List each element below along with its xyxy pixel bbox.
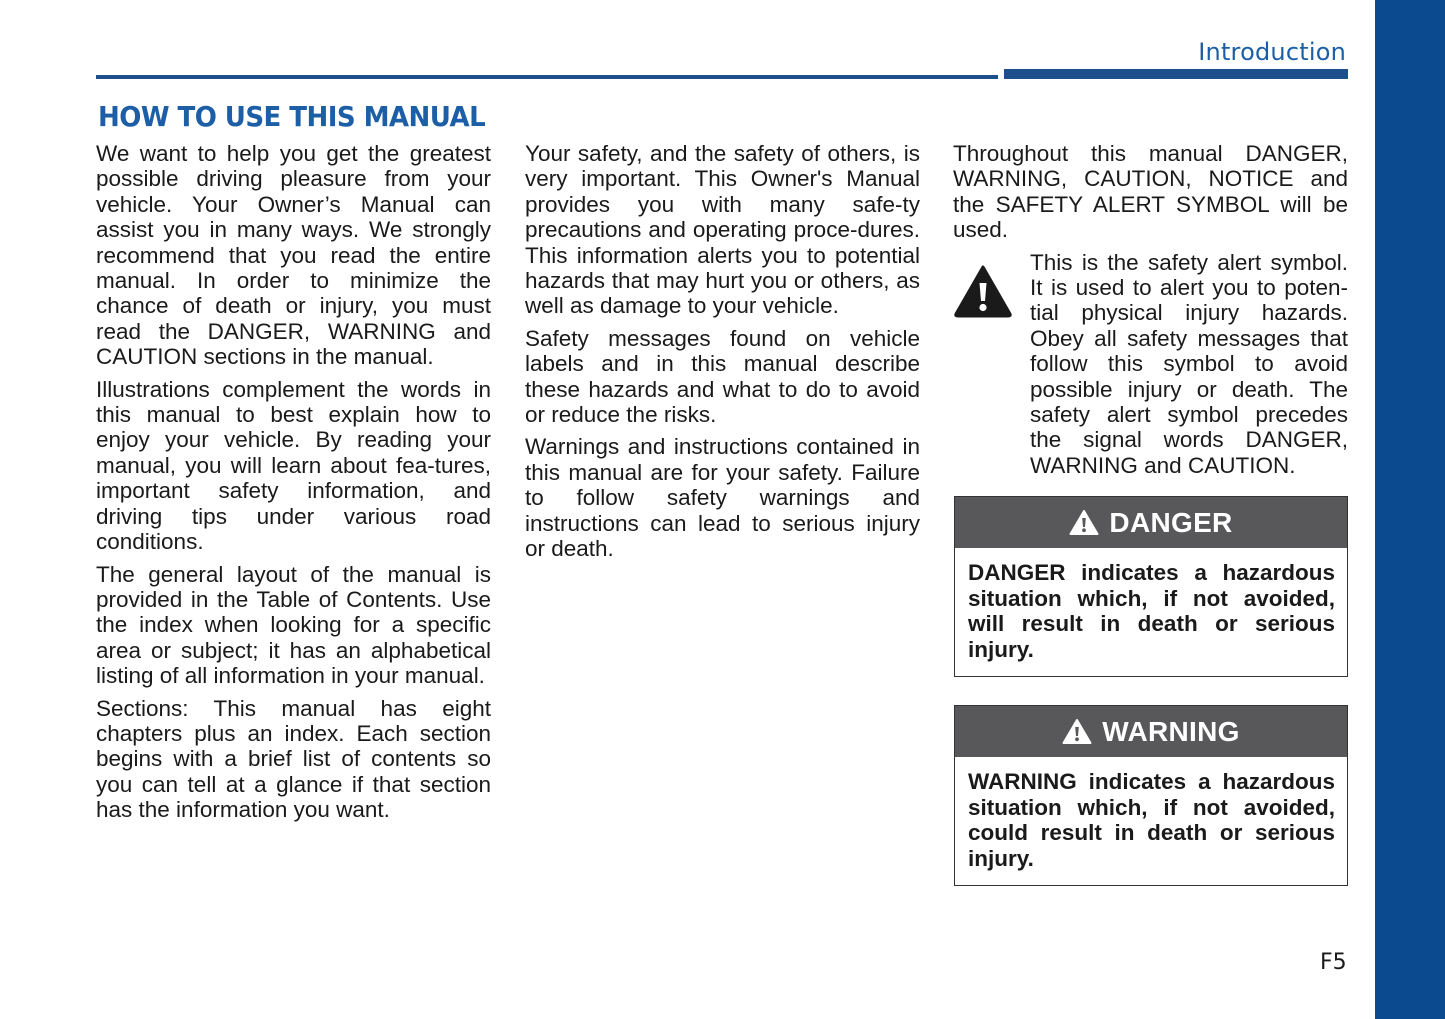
paragraph: Throughout this manual DANGER, WARNING, CAUTION, NOTICE and the SAFETY ALERT SYMBOL will be used.	[953, 141, 1348, 243]
warning-notice-header	[955, 706, 1347, 757]
text-column-1	[96, 141, 491, 830]
danger-notice	[954, 496, 1348, 677]
safety-alert-icon	[953, 264, 1013, 318]
header-rule-accent	[1004, 69, 1348, 79]
header-rule	[96, 75, 998, 79]
paragraph: Warnings and instructions contained in this manual are for your safety. Failure to follow safety warnings and instructions can lead to serious injury or death.	[525, 434, 920, 562]
paragraph: Illustrations complement the words in this manual to best explain how to enjoy your vehicle. By reading your manual, you will learn about fea-tures, important safety information, and driving tips under various road conditions.	[96, 376, 491, 555]
safety-alert-icon	[1062, 718, 1092, 745]
section-title: Introduction	[1198, 38, 1346, 66]
paragraph: Safety messages found on vehicle labels and in this manual describe these hazards and what to do to avoid or reduce the risks.	[525, 325, 920, 428]
page-number: F5	[1320, 950, 1347, 975]
safety-alert-icon	[1069, 509, 1099, 536]
danger-label: DANGER	[1109, 506, 1233, 538]
warning-notice-text: WARNING indicates a hazardous situation which, if not avoided, could result in death or serious injury.	[968, 769, 1335, 871]
warning-notice	[954, 705, 1348, 886]
paragraph: This is the safety alert symbol. It is used to alert you to poten-tial physical injury hazards. Obey all safety messages that follow this symbol to avoid possible injury or death. The safety alert symbol precedes the signal words DANGER, WARNING and CAUTION.	[1030, 249, 1348, 478]
paragraph: Sections: This manual has eight chapters plus an index. Each section begins with a brief list of contents so you can tell at a glance if that section has the information you want.	[96, 695, 491, 823]
paragraph: The general layout of the manual is provided in the Table of Contents. Use the index when looking for a specific area or subject; it has an alphabetical listing of all information in your manual.	[96, 561, 491, 689]
paragraph: We want to help you get the greatest possible driving pleasure from your vehicle. Your Owner’s Manual can assist you in many ways. We strongly recommend that you read the entire manual. In order to minimize the chance of death or injury, you must read the DANGER, WARNING and CAUTION sections in the manual.	[96, 141, 491, 370]
text-column-3	[953, 141, 1348, 478]
danger-notice-header	[955, 497, 1347, 548]
warning-label: WARNING	[1102, 715, 1240, 747]
page-heading: HOW TO USE THIS MANUAL	[98, 100, 486, 133]
danger-notice-text: DANGER indicates a hazardous situation which, if not avoided, will result in death or serious injury.	[968, 560, 1335, 662]
side-tab-bar	[1375, 0, 1445, 1019]
safety-alert-explanation	[953, 250, 1348, 479]
paragraph: Your safety, and the safety of others, is very important. This Owner's Manual provides you with many safe-ty precautions and operating proce-dures. This information alerts you to potential hazards that may hurt you or others, as well as damage to your vehicle.	[525, 141, 920, 319]
text-column-2	[525, 141, 920, 569]
